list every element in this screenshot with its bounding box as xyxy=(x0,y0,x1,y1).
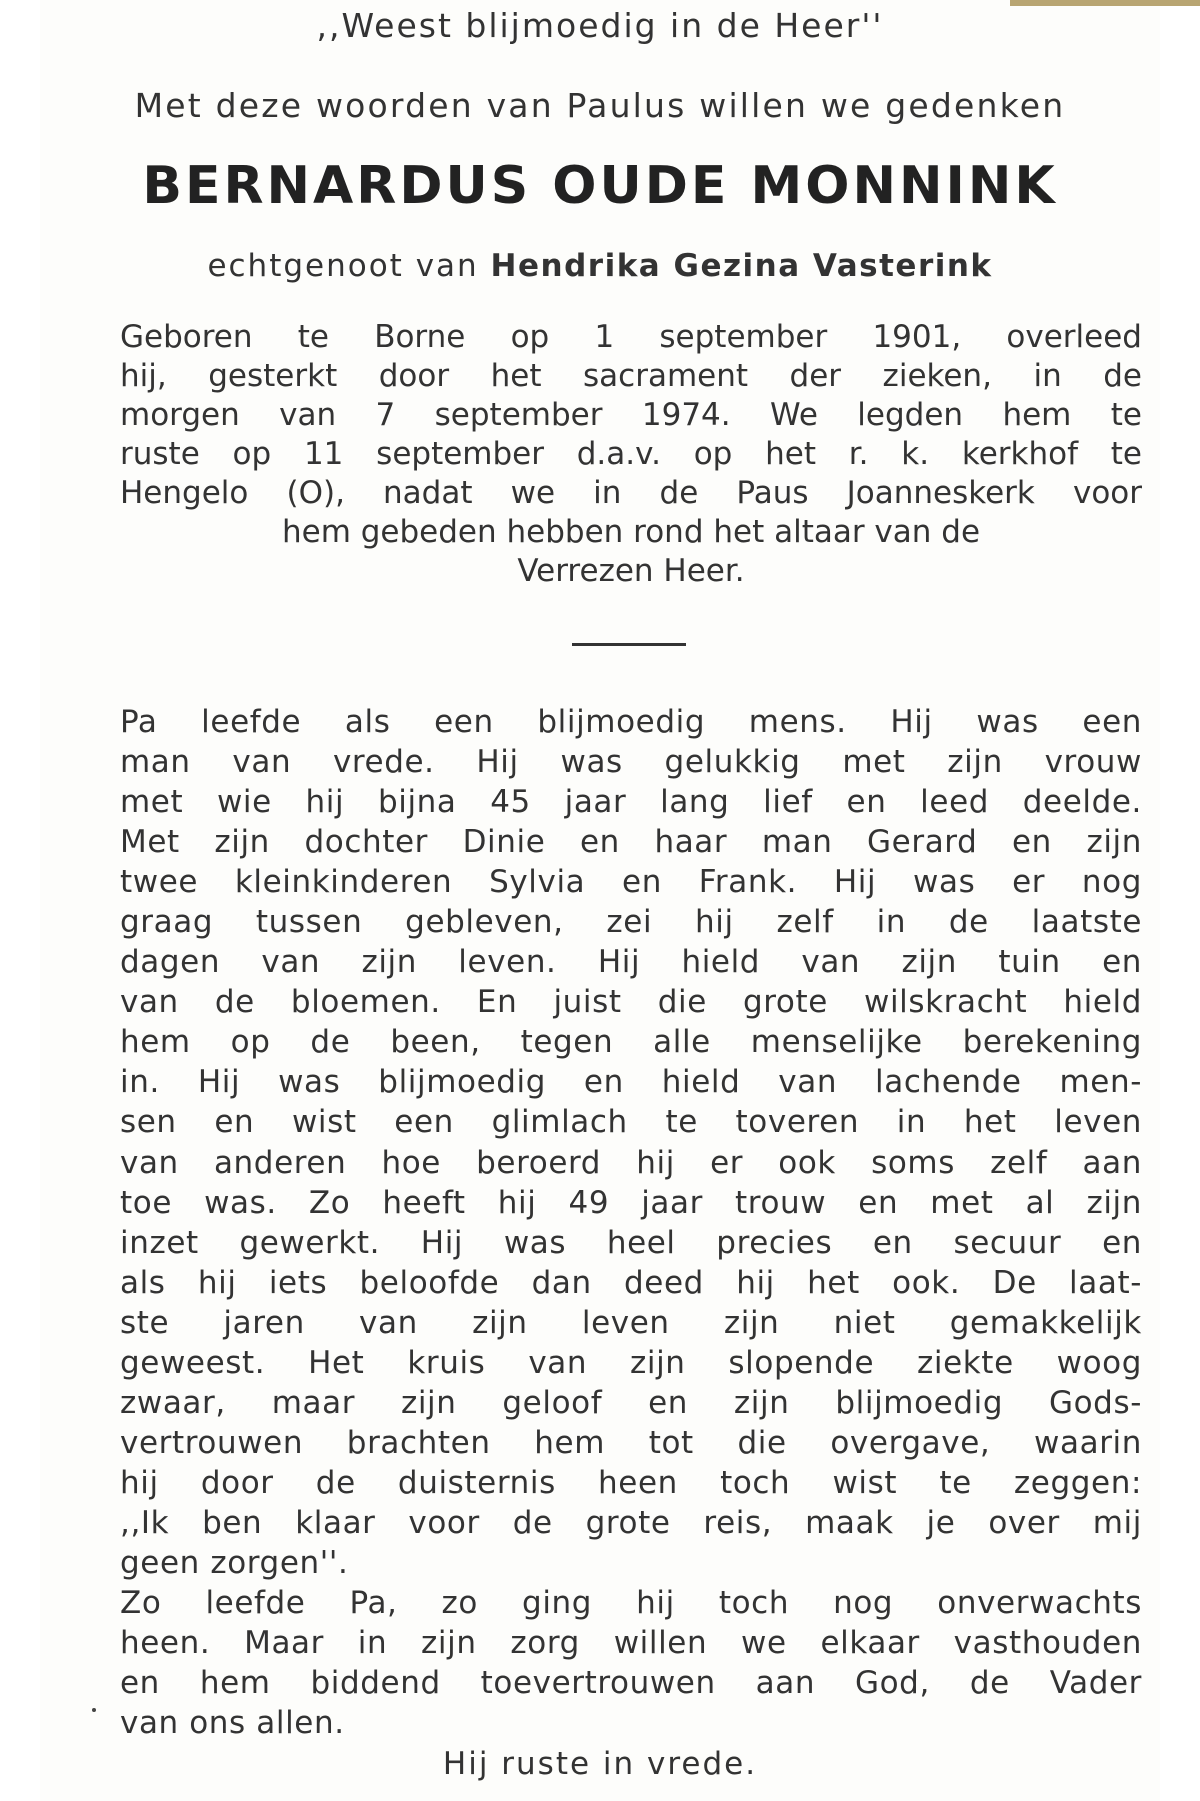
tribute-line: geweest. Het kruis van zijn slopende ziekte woog xyxy=(120,1344,1142,1381)
tribute-line: dagen van zijn leven. Hij hield van zijn tuin en xyxy=(120,944,1142,981)
intro-line: Met deze woorden van Paulus willen we gedenken xyxy=(134,86,1066,125)
bio-line: Geboren te Borne op 1 september 1901, overleed xyxy=(120,319,1142,355)
tribute-line: heen. Maar in zijn zorg willen we elkaar vasthouden xyxy=(120,1625,1142,1662)
tribute-line: Zo leefde Pa, zo ging hij toch nog onverwachts xyxy=(120,1585,1142,1622)
bio-line: hij, gesterkt door het sacrament der zieken, in de xyxy=(120,358,1142,394)
motto-quote: ,,Weest blijmoedig in de Heer'' xyxy=(316,6,884,45)
closing-line: Hij ruste in vrede. xyxy=(442,1746,758,1782)
tribute-line: vertrouwen brachten hem tot die overgave, waarin xyxy=(120,1424,1142,1461)
tribute-line: met wie hij bijna 45 jaar lang lief en leed deelde. xyxy=(120,784,1142,821)
tribute-line: als hij iets beloofde dan deed hij het ook. De laat- xyxy=(120,1264,1142,1301)
tribute-line: Met zijn dochter Dinie en haar man Gerard en zijn xyxy=(120,824,1142,861)
bio-line: Verrezen Heer. xyxy=(517,553,745,589)
bio-line: Hengelo (O), nadat we in de Paus Joanneskerk voor xyxy=(120,475,1142,511)
tribute-line: van ons allen. xyxy=(120,1705,345,1742)
tribute-line: toe was. Zo heeft hij 49 jaar trouw en met al zijn xyxy=(120,1184,1142,1221)
spouse-prefix: echtgenoot van xyxy=(207,248,479,284)
bio-line: morgen van 7 september 1974. We legden hem te xyxy=(120,397,1142,433)
tribute-line: inzet gewerkt. Hij was heel precies en secuur en xyxy=(120,1224,1142,1261)
tribute-line: sen en wist een glimlach te toveren in het leven xyxy=(120,1104,1142,1141)
bio-line: hem gebeden hebben rond het altaar van de xyxy=(281,514,981,550)
section-divider xyxy=(572,643,686,646)
tribute-line: in. Hij was blijmoedig en hield van lachende men- xyxy=(120,1064,1142,1101)
tribute-line: twee kleinkinderen Sylvia en Frank. Hij was er nog xyxy=(120,864,1142,901)
biography-paragraph xyxy=(120,318,1142,591)
tribute-line: ,,Ik ben klaar voor de grote reis, maak je over mij xyxy=(120,1504,1142,1541)
tribute-line: ste jaren van zijn leven zijn niet gemakkelijk xyxy=(120,1304,1142,1341)
tribute-line: geen zorgen''. xyxy=(120,1544,349,1581)
spouse-name: Hendrika Gezina Vasterink xyxy=(490,248,993,284)
ink-speck xyxy=(92,1708,96,1712)
tribute-line: zwaar, maar zijn geloof en zijn blijmoedig Gods- xyxy=(120,1384,1142,1421)
deceased-name: BERNARDUS OUDE MONNINK xyxy=(142,156,1058,216)
bio-line: ruste op 11 september d.a.v. op het r. k. kerkhof te xyxy=(120,436,1142,472)
tribute-line: van anderen hoe beroerd hij er ook soms zelf aan xyxy=(120,1144,1142,1181)
tribute-line: graag tussen gebleven, zei hij zelf in de laatste xyxy=(120,904,1142,941)
tribute-line: man van vrede. Hij was gelukkig met zijn vrouw xyxy=(120,744,1142,781)
tribute-line: hem op de been, tegen alle menselijke berekening xyxy=(120,1024,1142,1061)
tribute-line: en hem biddend toevertrouwen aan God, de Vader xyxy=(120,1665,1142,1702)
tribute-line: van de bloemen. En juist die grote wilskracht hield xyxy=(120,984,1142,1021)
tribute-paragraph xyxy=(120,702,1142,1743)
spouse-line xyxy=(0,248,1200,284)
tribute-line: hij door de duisternis heen toch wist te zeggen: xyxy=(120,1464,1142,1501)
tribute-line: Pa leefde als een blijmoedig mens. Hij was een xyxy=(120,704,1142,740)
